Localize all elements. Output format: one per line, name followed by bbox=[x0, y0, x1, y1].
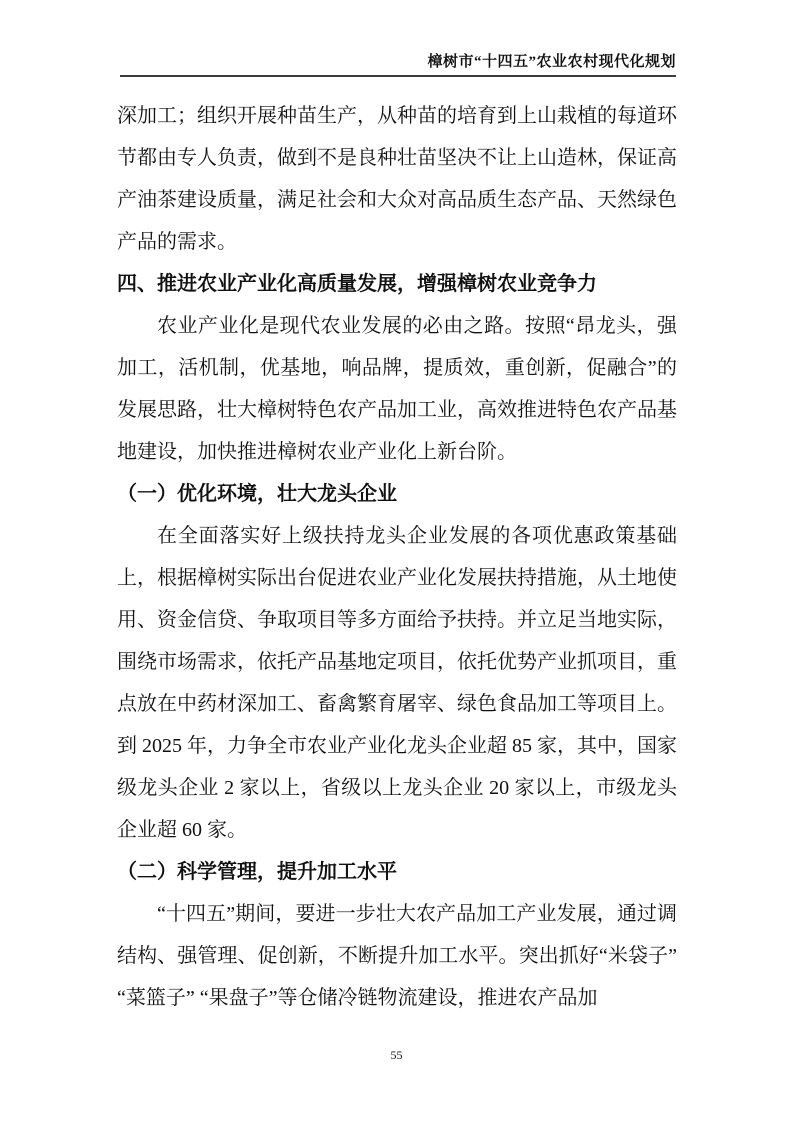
header-rule bbox=[120, 75, 676, 77]
paragraph-subsection-2: “十四五”期间，要进一步壮大农产品加工产业发展，通过调结构、强管理、促创新，不断提升加工水平。突出抓好“米袋子” “菜篮子” “果盘子”等仓储冷链物流建设，推进农产品加 bbox=[117, 903, 677, 1009]
document-body bbox=[117, 95, 677, 1019]
section-heading-4: 四、推进农业产业化高质量发展，增强樟树农业竞争力 bbox=[117, 273, 597, 295]
page-header bbox=[120, 50, 676, 74]
subsection-heading-2: （二）科学管理，提升加工水平 bbox=[117, 861, 397, 883]
subsection-heading-1: （一）优化环境，壮大龙头企业 bbox=[117, 483, 397, 505]
paragraph-section-intro: 农业产业化是现代农业发展的必由之路。按照“昂龙头，强加工，活机制，优基地，响品牌，提质效，重创新，促融合”的发展思路，壮大樟树特色农产品加工业，高效推进特色农产品基地建设，加快推进樟树农业产业化上新台阶。 bbox=[117, 315, 677, 463]
page-footer bbox=[0, 1048, 793, 1063]
paragraph-subsection-1: 在全面落实好上级扶持龙头企业发展的各项优惠政策基础上，根据樟树实际出台促进农业产业化发展扶持措施，从土地使用、资金信贷、争取项目等多方面给予扶持。并立足当地实际，围绕市场需求，依托产品基地定项目，依托优势产业抓项目，重点放在中药材深加工、畜禽繁育屠宰、绿色食品加工等项目上。到 2025 年，力争全市农业产业化龙头企业超 85 家，其中，国家级龙头企业 2 家以上，省级以上龙头企业 20 家以上，市级龙头企业超 60 家。 bbox=[117, 525, 677, 841]
paragraph-continuation: 深加工；组织开展种苗生产，从种苗的培育到上山栽植的每道环节都由专人负责，做到不是良种壮苗坚决不让上山造林，保证高产油茶建设质量，满足社会和大众对高品质生态产品、天然绿色产品的需求。 bbox=[117, 105, 677, 253]
page-number: 55 bbox=[390, 1048, 403, 1062]
header-title: 樟树市“十四五”农业农村现代化规划 bbox=[427, 54, 676, 70]
